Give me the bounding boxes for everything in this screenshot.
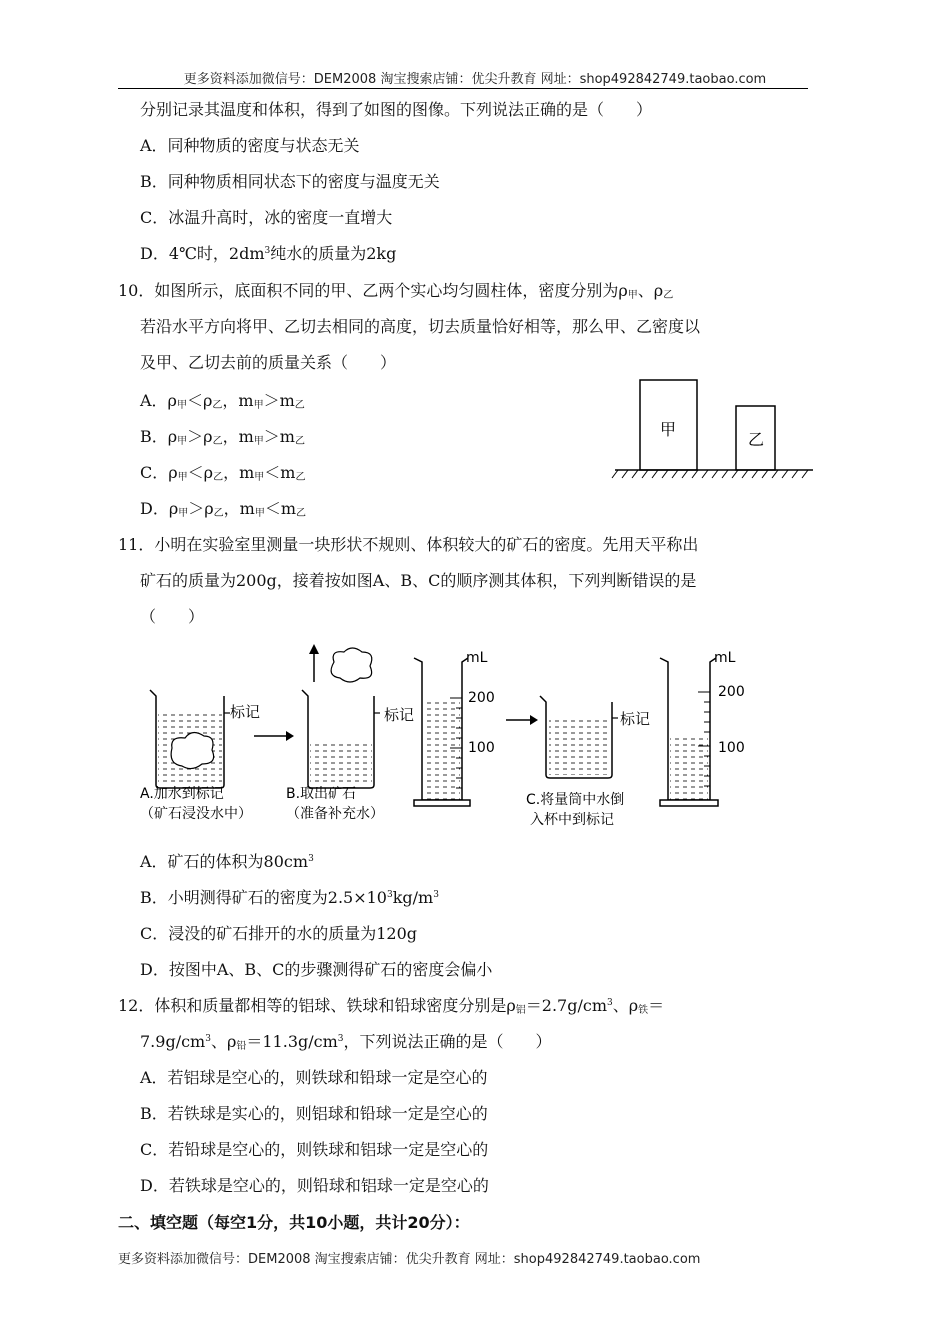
mark-label-b: 标记 xyxy=(384,706,415,724)
q12-option-b: B．若铁球是实心的，则铝球和铅球一定是空心的 xyxy=(140,1104,488,1123)
caption-c-line1: C.将量筒中水倒 xyxy=(526,792,625,808)
ore-stone-a xyxy=(171,732,214,768)
q10-cylinders-figure xyxy=(610,372,820,482)
mark-label-a: 标记 xyxy=(230,703,261,721)
q12-option-a: A．若铝球是空心的，则铁球和铅球一定是空心的 xyxy=(140,1068,488,1087)
q11-experiment-figure xyxy=(130,640,780,840)
cylinder-2-unit: mL xyxy=(714,650,736,666)
q9-stem-tail: 分别记录其温度和体积，得到了如图的图像。下列说法正确的是（ ） xyxy=(140,100,653,119)
cylinder-1-tick-100: 100 xyxy=(468,740,495,756)
q11-stem-line1: 11．小明在实验室里测量一块形状不规则、体积较大的矿石的密度。先用天平称出 xyxy=(118,535,699,554)
mark-label-c: 标记 xyxy=(620,710,651,728)
q12-stem-line1: 12．体积和质量都相等的铝球、铁球和铅球密度分别是$\rho_铝=2.7g/cm^3$、$\rho_铁=$ xyxy=(118,996,665,1016)
measuring-cylinder-2 xyxy=(660,658,718,806)
q9-option-b: B．同种物质相同状态下的密度与温度无关 xyxy=(140,172,440,191)
arrow-to-c xyxy=(506,715,538,725)
caption-a-line1: A.加水到标记 xyxy=(140,786,224,802)
q11-option-a: A．矿石的体积为$80cm^3$ xyxy=(140,852,314,871)
section-2-heading: 二、填空题（每空1分，共10小题，共计20分）： xyxy=(118,1213,470,1232)
caption-c-line2: 入杯中到标记 xyxy=(530,812,614,828)
beaker-b-water xyxy=(310,744,372,785)
q10-option-d: D．$\rho_甲>\rho_乙$，$m_甲<m_乙$ xyxy=(140,499,307,519)
cylinder-jia-label: 甲 xyxy=(659,420,677,439)
q11-stem-line2: 矿石的质量为200g，接着按如图A、B、C的顺序测其体积，下列判断错误的是 xyxy=(140,571,697,590)
q11-option-b: B．小明测得矿石的密度为$2.5\times 10^3kg/m^3$ xyxy=(140,888,439,907)
q10-option-c: C．$\rho_甲<\rho_乙$，$m_甲<m_乙$ xyxy=(140,463,306,483)
beaker-c xyxy=(540,696,618,778)
cylinder-1-tick-200: 200 xyxy=(468,690,495,706)
cylinder-2-tick-200: 200 xyxy=(718,684,745,700)
q9-option-a: A．同种物质的密度与状态无关 xyxy=(140,136,360,155)
cylinder-2-tick-100: 100 xyxy=(718,740,745,756)
measuring-cylinder-1 xyxy=(414,658,470,806)
ground-hatch xyxy=(612,470,808,478)
cylinder-1-water xyxy=(424,698,460,800)
caption-b-line1: B.取出矿石 xyxy=(286,786,357,802)
cylinder-1-unit: mL xyxy=(466,650,488,666)
q11-option-d: D．按图中A、B、C的步骤测得矿石的密度会偏小 xyxy=(140,960,493,979)
q10-stem-line3: 及甲、乙切去前的质量关系（ ） xyxy=(140,353,397,372)
q9-option-c: C．冰温升高时，冰的密度一直增大 xyxy=(140,208,393,227)
caption-a-line2: （矿石浸没水中） xyxy=(140,806,252,822)
q12-option-d: D．若铁球是空心的，则铅球和铝球一定是空心的 xyxy=(140,1176,489,1195)
beaker-b xyxy=(302,690,380,788)
page-footer: 更多资料添加微信号：DEM2008 淘宝搜索店铺：优尖升教育 网址：shop492842749.taobao.com xyxy=(118,1252,701,1267)
q9-option-d: D．4℃时，$2dm^3$纯水的质量为2kg xyxy=(140,244,397,263)
q10-option-a: A．$\rho_甲<\rho_乙$，$m_甲>m_乙$ xyxy=(140,391,305,411)
beaker-a xyxy=(150,690,230,788)
q10-stem-line2: 若沿水平方向将甲、乙切去相同的高度，切去质量恰好相等，那么甲、乙密度以 xyxy=(140,317,701,336)
caption-b-line2: （准备补充水） xyxy=(286,806,384,822)
q10-stem-line1: 10．如图所示，底面积不同的甲、乙两个实心均匀圆柱体，密度分别为$\rho_甲$、$\rho_乙$ xyxy=(118,281,674,301)
cylinder-yi-label: 乙 xyxy=(747,430,765,449)
page-header: 更多资料添加微信号：DEM2008 淘宝搜索店铺：优尖升教育 网址：shop492842749.taobao.com xyxy=(183,72,767,87)
ore-stone-lifted xyxy=(331,648,372,682)
arrow-a-to-b xyxy=(254,731,294,741)
header-rule xyxy=(118,88,808,89)
q12-option-c: C．若铅球是空心的，则铁球和铝球一定是空心的 xyxy=(140,1140,489,1159)
q11-option-c: C．浸没的矿石排开的水的质量为120g xyxy=(140,924,418,943)
beaker-c-water xyxy=(549,718,611,775)
q12-stem-line2: $7.9g/cm^3$、$\rho_铅=11.3g/cm^3$，下列说法正确的是（ ） xyxy=(140,1032,552,1052)
q10-option-b: B．$\rho_甲>\rho_乙$，$m_甲>m_乙$ xyxy=(140,427,305,447)
lift-arrow xyxy=(309,644,319,682)
q11-stem-line3: （ ） xyxy=(140,607,205,626)
